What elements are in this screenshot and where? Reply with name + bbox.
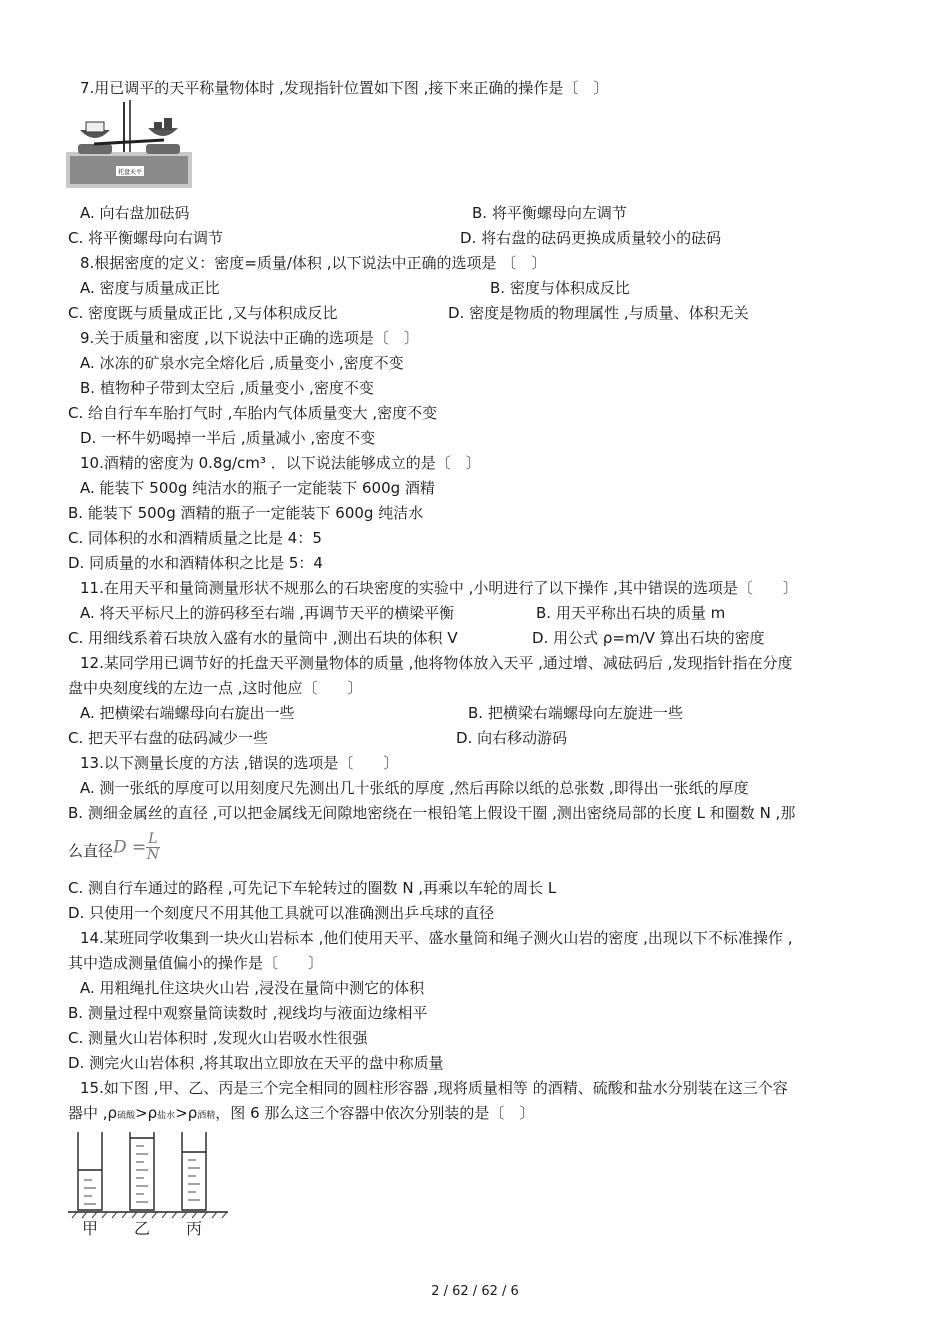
q12-option-d: D. 向右移动游码	[456, 729, 568, 747]
q15-stem-line2	[68, 1103, 534, 1126]
q8-option-c: C. 密度既与质量成正比 ,又与体积成反比	[68, 304, 338, 322]
q10-option-b: B. 能装下 500g 酒精的瓶子一定能装下 600g 纯洁水	[68, 504, 424, 522]
q15-text-b: >ρ	[135, 1104, 158, 1122]
q7-option-c: C. 将平衡螺母向右调节	[68, 229, 224, 247]
container-label-bing: 丙	[185, 1219, 203, 1238]
q11-stem: 11.在用天平和量筒测量形状不规那么的石块密度的实验中 ,小明进行了以下操作 ,其中错误的选项是〔 〕	[80, 579, 798, 597]
page-footer: 2 / 62 / 62 / 6	[431, 1284, 519, 1299]
q15-text-c: >ρ	[175, 1104, 198, 1122]
balance-figure	[66, 100, 192, 188]
q12-option-a: A. 把横梁右端螺母向右旋出一些	[80, 704, 295, 722]
q8-option-a: A. 密度与质量成正比	[80, 279, 220, 297]
q11-option-d: D. 用公式 ρ=m/V 算出石块的密度	[532, 629, 765, 647]
q14-option-d: D. 测完火山岩体积 ,将其取出立即放在天平的盘中称质量	[68, 1054, 444, 1072]
q11-option-c: C. 用细线系着石块放入盛有水的量筒中 ,测出石块的体积 V	[68, 629, 458, 647]
formula-numerator: L	[148, 831, 158, 847]
q14-option-c: C. 测量火山岩体积时 ,发现火山岩吸水性很强	[68, 1029, 368, 1047]
q9-option-d: D. 一杯牛奶喝掉一半后 ,质量减小 ,密度不变	[80, 429, 376, 447]
q12-option-c: C. 把天平右盘的砝码减少一些	[68, 729, 269, 747]
q9-option-c: C. 给自行车车胎打气时 ,车胎内气体质量变大 ,密度不变	[68, 404, 438, 422]
q13-option-b-line1: B. 测细金属丝的直径 ,可以把金属线无间隙地密绕在一根铅笔上假设干圈 ,测出密绕局部的长度 L 和圈数 N ,那	[68, 804, 796, 822]
subscript-brine: 盐水	[157, 1111, 176, 1121]
subscript-sulfuric-acid: 硫酸	[117, 1111, 136, 1121]
container-label-yi: 乙	[133, 1219, 151, 1238]
q7-option-b: B. 将平衡螺母向左调节	[472, 204, 627, 222]
containers-figure	[68, 1128, 233, 1240]
q9-option-a: A. 冰冻的矿泉水完全熔化后 ,质量变小 ,密度不变	[80, 354, 404, 372]
container-label-jia: 甲	[81, 1219, 99, 1238]
formula-denominator: N	[146, 847, 160, 863]
balance-nameplate: 托盘天平	[117, 169, 143, 176]
q8-stem: 8.根据密度的定义：密度=质量/体积 ,以下说法中正确的选项是 〔 〕	[80, 254, 547, 272]
q8-option-b: B. 密度与体积成反比	[490, 279, 630, 297]
q7-stem: 7.用已调平的天平称量物体时 ,发现指针位置如下图 ,接下来正确的操作是〔 〕	[80, 79, 609, 97]
q13-option-a: A. 测一张纸的厚度可以用刻度尺先测出几十张纸的厚度 ,然后再除以纸的总张数 ,即得出一张纸的厚度	[80, 779, 749, 797]
q7-option-a: A. 向右盘加砝码	[80, 204, 190, 222]
q11-option-b: B. 用天平称出石块的质量 m	[536, 604, 726, 622]
q9-option-b: B. 植物种子带到太空后 ,质量变小 ,密度不变	[80, 379, 374, 397]
q12-stem-line2: 盘中央刻度线的左边一点 ,这时他应〔 〕	[68, 679, 363, 697]
q15-text-a: 器中 ,ρ	[68, 1104, 118, 1122]
q14-stem-line1: 14.某班同学收集到一块火山岩标本 ,他们使用天平、盛水量筒和绳子测火山岩的密度 ,出现以下不标准操作 ,	[80, 929, 793, 947]
q13-option-d: D. 只使用一个刻度尺不用其他工具就可以准确测出乒乓球的直径	[68, 904, 495, 922]
q10-option-c: C. 同体积的水和酒精质量之比是 4：5	[68, 529, 322, 547]
formula-lhs: D =	[113, 837, 147, 858]
q11-option-a: A. 将天平标尺上的游码移至右端 ,再调节天平的横梁平衡	[80, 604, 455, 622]
q14-option-a: A. 用粗绳扎住这块火山岩 ,浸没在量筒中测它的体积	[80, 979, 425, 997]
q13-stem: 13.以下测量长度的方法 ,错误的选项是〔 〕	[80, 754, 399, 772]
q12-option-b: B. 把横梁右端螺母向左旋进一些	[468, 704, 683, 722]
q7-option-d: D. 将右盘的砝码更换成质量较小的砝码	[460, 229, 722, 247]
q14-option-b: B. 测量过程中观察量筒读数时 ,视线均与液面边缘相平	[68, 1004, 428, 1022]
q12-stem-line1: 12.某同学用已调节好的托盘天平测量物体的质量 ,他将物体放入天平 ,通过增、减砝码后 ,发现指针指在分度	[80, 654, 793, 672]
q13-option-c: C. 测自行车通过的路程 ,可先记下车轮转过的圈数 N ,再乘以车轮的周长 L	[68, 879, 557, 897]
q9-stem: 9.关于质量和密度 ,以下说法中正确的选项是〔 〕	[80, 329, 419, 347]
formula-fraction	[146, 832, 159, 863]
q8-option-d: D. 密度是物质的物理属性 ,与质量、体积无关	[448, 304, 749, 322]
q10-option-a: A. 能装下 500g 纯洁水的瓶子一定能装下 600g 酒精	[80, 479, 435, 497]
subscript-alcohol: 酒精	[197, 1111, 216, 1121]
q15-stem-line1: 15.如下图 ,甲、乙、丙是三个完全相同的圆柱形容器 ,现将质量相等 的酒精、硫酸和盐水分别装在这三个容	[80, 1079, 788, 1097]
q10-option-d: D. 同质量的水和酒精体积之比是 5：4	[68, 554, 323, 572]
q15-text-d: ，图 6 那么这三个容器中依次分别装的是〔 〕	[215, 1104, 535, 1122]
q13-option-b-line2	[68, 832, 160, 865]
q14-stem-line2: 其中造成测量值偏小的操作是〔 〕	[68, 954, 324, 972]
q13-b-prefix: 么直径	[68, 842, 114, 860]
q10-stem: 10.酒精的密度为 0.8g/cm³ ．以下说法能够成立的是〔 〕	[80, 454, 481, 472]
